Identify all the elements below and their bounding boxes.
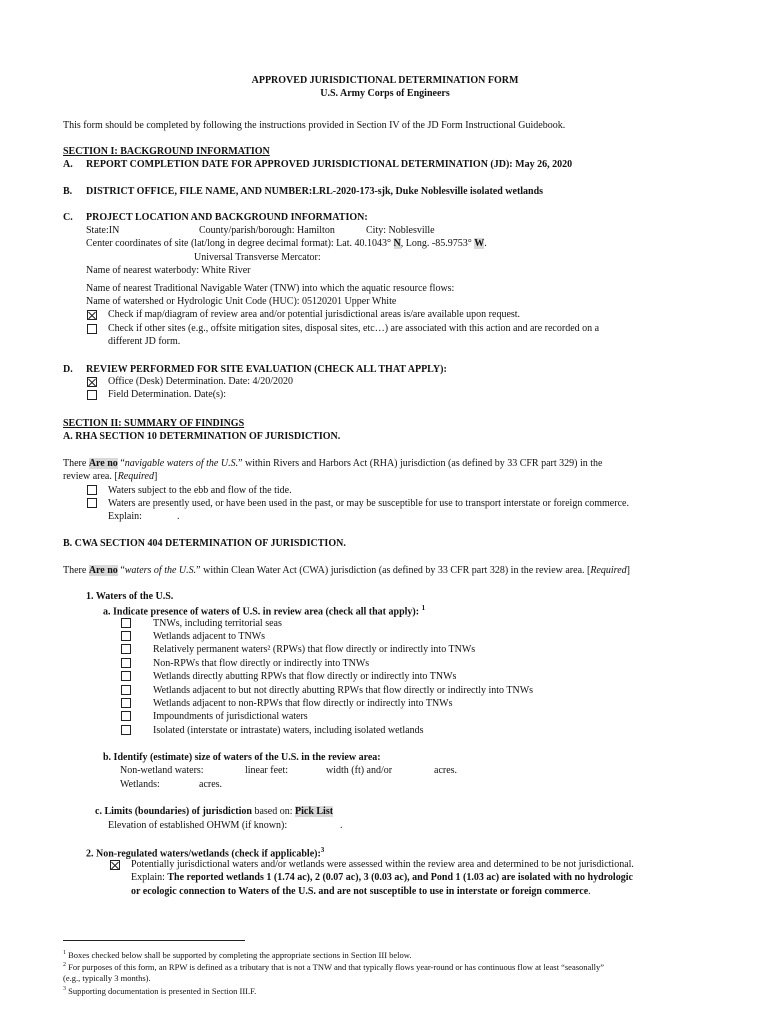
indicate-presence-text: a. Indicate presence of waters of U.S. in review area (check all that apply): <box>103 606 420 618</box>
option-non-rpws-label: Non-RPWs that flow directly or indirectly into TNWs <box>153 658 370 669</box>
pick-list-dropdown[interactable]: Pick List <box>295 806 334 817</box>
non-regulated-explain-end: . <box>588 886 591 897</box>
rha-line2-post: ] <box>153 471 158 482</box>
cwa-line-rest: ” within Clean Water Act (CWA) jurisdiction (as defined by 33 CFR part 328) in the review area. [ <box>196 565 591 576</box>
non-regulated-line1: Potentially jurisdictional waters and/or wetlands were assessed within the review area and determined to be not jurisdictional. <box>131 859 634 870</box>
form-title: APPROVED JURISDICTIONAL DETERMINATION FORM <box>251 75 519 86</box>
identify-size-heading: b. Identify (estimate) size of waters of the U.S. in the review area: <box>103 752 381 763</box>
waters-of-us-heading: 1. Waters of the U.S. <box>86 591 174 602</box>
linear-feet-label: linear feet: <box>245 765 289 776</box>
intro-text: This form should be completed by following the instructions provided in Section IV of the JD Form Instructional Guidebook. <box>63 120 566 131</box>
footnote-3 <box>63 986 256 995</box>
limits-of-jurisdiction <box>95 807 333 817</box>
acres-label-1: acres. <box>434 765 458 776</box>
footnote-ref-1: 1 <box>421 604 426 612</box>
rha-explain-value[interactable]: . <box>177 511 180 522</box>
cwa-line-post: ] <box>626 565 630 576</box>
cwa-required: Required <box>590 565 627 576</box>
commerce-waters-label: Waters are presently used, or have been used in the past, or may be susceptible for use to transport interstate or foreign commerce. <box>108 498 629 509</box>
non-regulated-checkbox[interactable] <box>110 860 120 870</box>
option-wetlands-adjacent-tnws-label: Wetlands adjacent to TNWs <box>153 631 266 642</box>
option-isolated-waters-label: Isolated (interstate or intrastate) waters, including isolated wetlands <box>153 725 424 736</box>
map-available-label: Check if map/diagram of review area and/or potential jurisdictional areas is/are available upon request. <box>108 309 521 320</box>
cwa-quote-open: “ <box>120 565 125 576</box>
city-field: City: Noblesville <box>366 225 435 236</box>
tidal-waters-label: Waters subject to the ebb and flow of the tide. <box>108 485 292 496</box>
county-field: County/parish/borough: Hamilton <box>199 225 335 236</box>
other-sites-checkbox[interactable] <box>87 324 97 334</box>
non-regulated-explain <box>131 873 633 883</box>
other-sites-label-1: Check if other sites (e.g., offsite mitigation sites, disposal sites, etc…) are associated with this action and are recorded on a <box>108 323 600 334</box>
ohwm-elevation-value[interactable]: . <box>340 820 343 831</box>
section2-heading: SECTION II: SUMMARY OF FINDINGS <box>63 418 245 429</box>
cwa-are-no-select[interactable]: Are no <box>88 565 118 576</box>
field-determination-label: Field Determination. Date(s): <box>108 389 227 400</box>
footnote-2-text: For purposes of this form, an RPW is defined as a tributary that is not a TNW and that typically flows year-round or has continuous flow at least “seasonally” <box>68 961 605 972</box>
option-impoundments-label: Impoundments of jurisdictional waters <box>153 711 308 722</box>
option-non-rpws-checkbox[interactable] <box>121 658 131 668</box>
rha-there: There <box>63 458 87 469</box>
rha-line1-rest: ” within Rivers and Harbors Act (RHA) jurisdiction (as defined by 33 CFR part 329) in the <box>238 458 603 469</box>
non-regulated-explain-bold2: or ecologic connection to Waters of the U.S. and are not susceptible to use in interstate or foreign commerce <box>131 886 589 897</box>
option-rpws-checkbox[interactable] <box>121 644 131 654</box>
item-d-letter: D. <box>63 364 73 375</box>
non-regulated-explain-label: Explain: <box>131 872 168 883</box>
rha-explain-label: Explain: <box>108 511 142 522</box>
footnote-1-num: 1 <box>63 950 66 956</box>
rha-are-no-select[interactable]: Are no <box>88 458 118 469</box>
non-regulated-explain-line2 <box>131 887 591 897</box>
non-regulated-explain-bold1: The reported wetlands 1 (1.74 ac), 2 (0.07 ac), 3 (0.03 ac), and Pond 1 (1.03 ac) are isolated with no hydrologic <box>167 872 633 883</box>
option-wetlands-adjacent-non-rpws-label: Wetlands adjacent to non-RPWs that flow directly or indirectly into TNWs <box>153 698 453 709</box>
rha-required: Required <box>117 471 154 482</box>
footnote-2 <box>63 962 604 971</box>
option-isolated-waters-checkbox[interactable] <box>121 725 131 735</box>
acres-label-2: acres. <box>199 779 223 790</box>
footnote-3-text: Supporting documentation is presented in Section III.F. <box>68 985 257 996</box>
tidal-waters-checkbox[interactable] <box>87 485 97 495</box>
non-regulated-text: 2. Non-regulated waters/wetlands (check if applicable): <box>86 848 321 860</box>
option-tnws-checkbox[interactable] <box>121 618 131 628</box>
option-impoundments-checkbox[interactable] <box>121 711 131 721</box>
state-field: State:IN <box>86 225 120 236</box>
option-rpws-label: Relatively permanent waters² (RPWs) that flow directly or indirectly into TNWs <box>153 644 476 655</box>
nearest-waterbody: Name of nearest waterbody: White River <box>86 265 251 276</box>
section1-heading: SECTION I: BACKGROUND INFORMATION <box>63 146 270 157</box>
other-sites-label-2: different JD form. <box>108 336 181 347</box>
footnote-2-num: 2 <box>63 962 66 968</box>
option-wetlands-adjacent-non-rpws-checkbox[interactable] <box>121 698 131 708</box>
item-a-letter: A. <box>63 159 73 170</box>
rha-statement-line2 <box>63 472 157 482</box>
footnote-divider <box>63 940 245 941</box>
rha-quote-open: “ <box>120 458 125 469</box>
rha-heading: A. RHA SECTION 10 DETERMINATION OF JURISDICTION. <box>63 431 341 442</box>
cwa-statement <box>63 566 630 576</box>
cwa-heading: B. CWA SECTION 404 DETERMINATION OF JURISDICTION. <box>63 538 346 549</box>
cwa-waters-of-us: waters of the U.S. <box>124 565 197 576</box>
coords-mid: , Long. -85.9753° <box>400 238 472 249</box>
report-date: REPORT COMPLETION DATE FOR APPROVED JURISDICTIONAL DETERMINATION (JD): May 26, 2020 <box>86 159 573 170</box>
item-c-letter: C. <box>63 212 73 223</box>
lat-direction: N <box>393 238 401 249</box>
footnote-1-text: Boxes checked below shall be supported by completing the appropriate sections in Section III below. <box>68 949 412 960</box>
option-tnws-label: TNWs, including territorial seas <box>153 618 282 629</box>
width-label: width (ft) and/or <box>326 765 393 776</box>
option-wetlands-adjacent-rpws-checkbox[interactable] <box>121 685 131 695</box>
footnote-ref-3: 3 <box>320 846 325 854</box>
option-wetlands-abutting-rpws-label: Wetlands directly abutting RPWs that flow directly or indirectly into TNWs <box>153 671 457 682</box>
form-subtitle: U.S. Army Corps of Engineers <box>320 88 450 99</box>
utm-field: Universal Transverse Mercator: <box>194 252 321 263</box>
review-performed-heading: REVIEW PERFORMED FOR SITE EVALUATION (CHECK ALL THAT APPLY): <box>86 364 447 375</box>
wetlands-label: Wetlands: <box>120 779 160 790</box>
ohwm-elevation-label: Elevation of established OHWM (if known): <box>108 820 288 831</box>
cwa-there: There <box>63 565 87 576</box>
rha-statement-line1 <box>63 459 602 469</box>
rha-navigable-waters: navigable waters of the U.S. <box>124 458 239 469</box>
option-wetlands-adjacent-rpws-label: Wetlands adjacent to but not directly abutting RPWs that flow directly or indirectly into TNWs <box>153 685 534 696</box>
long-direction: W <box>474 238 485 249</box>
footnote-1 <box>63 950 412 959</box>
footnote-3-num: 3 <box>63 986 66 992</box>
watershed-huc: Name of watershed or Hydrologic Unit Code (HUC): 05120201 Upper White <box>86 296 397 307</box>
district-office: DISTRICT OFFICE, FILE NAME, AND NUMBER:LRL-2020-173-sjk, Duke Noblesville isolated wetlands <box>86 186 544 197</box>
footnote-2-cont <box>63 974 151 983</box>
office-determination-checkbox[interactable] <box>87 377 97 387</box>
option-wetlands-adjacent-tnws-checkbox[interactable] <box>121 631 131 641</box>
option-wetlands-abutting-rpws-checkbox[interactable] <box>121 671 131 681</box>
non-wetland-waters-label: Non-wetland waters: <box>120 765 204 776</box>
limits-based-on: based on: <box>251 806 295 817</box>
commerce-waters-checkbox[interactable] <box>87 498 97 508</box>
office-determination-label: Office (Desk) Determination. Date: 4/20/2020 <box>108 376 294 387</box>
project-location-heading: PROJECT LOCATION AND BACKGROUND INFORMATION: <box>86 212 368 223</box>
map-available-checkbox[interactable] <box>87 310 97 320</box>
item-b-letter: B. <box>63 186 73 197</box>
limits-heading: c. Limits (boundaries) of jurisdiction <box>95 806 252 817</box>
non-regulated-heading <box>86 847 324 859</box>
coords-end: . <box>484 238 487 249</box>
field-determination-checkbox[interactable] <box>87 390 97 400</box>
nearest-tnw: Name of nearest Traditional Navigable Water (TNW) into which the aquatic resource flows: <box>86 283 455 294</box>
rha-line2-pre: review area. [ <box>63 471 118 482</box>
coords-prefix: Center coordinates of site (lat/long in degree decimal format): Lat. 40.1043° <box>86 238 392 249</box>
footnote-2-cont-text: (e.g., typically 3 months). <box>63 973 151 983</box>
indicate-presence-heading <box>103 605 425 617</box>
center-coordinates <box>86 239 487 249</box>
